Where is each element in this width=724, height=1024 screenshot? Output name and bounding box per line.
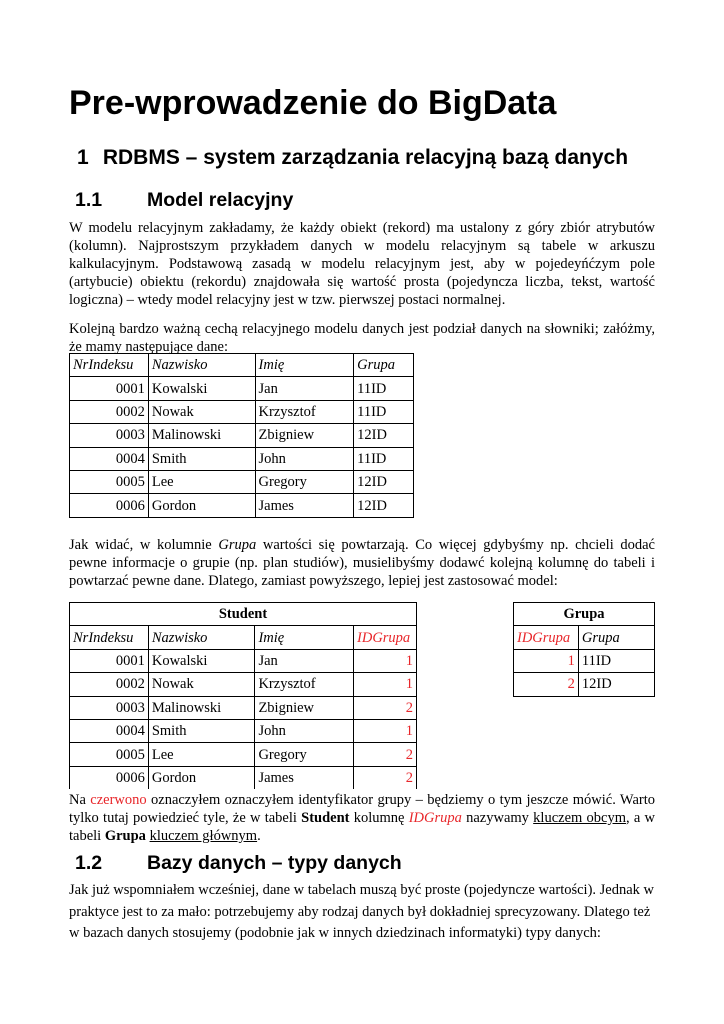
table-cell: Nowak	[148, 400, 255, 423]
column-header: Imię	[255, 626, 354, 649]
table-row	[70, 400, 414, 423]
column-header: Nazwisko	[148, 354, 255, 377]
table-row	[70, 494, 414, 517]
table-row	[70, 470, 414, 493]
table-row	[70, 766, 417, 789]
table-header-row	[70, 354, 414, 377]
table-cell: 12ID	[354, 494, 414, 517]
table-cell: 11ID	[354, 447, 414, 470]
column-header: NrIndeksu	[70, 354, 149, 377]
subsection-number: 1.2	[75, 852, 103, 874]
red-word: czerwono	[90, 792, 147, 808]
table-cell: Lee	[148, 470, 255, 493]
section-heading	[77, 146, 628, 170]
table-cell: Gordon	[148, 766, 255, 789]
document-title: Pre-wprowadzenie do BigData	[69, 84, 557, 122]
subsection-title: Bazy danych – typy danych	[147, 852, 402, 874]
table-cell: Jan	[255, 649, 354, 672]
foreign-key-cell: 2	[354, 766, 417, 789]
table-row	[514, 649, 655, 672]
primary-key-cell: 2	[514, 673, 579, 696]
subsection-number: 1.1	[75, 189, 103, 211]
grupa-table	[513, 602, 655, 697]
table-cell: Malinowski	[148, 696, 255, 719]
foreign-key-cell: 1	[354, 673, 417, 696]
text-run: Na	[69, 792, 91, 808]
text-run: wartości się powtarzają. Co więcej gdybyśmy np. chcieli dodać pewne informacje o grupie (np. plan studiów), musielibyśmy dodawć kolejną kolumnę do tabeli i powtarzać pewne dane. Dlatego, zamiast powyższego, lepiej jest zastosować model:	[69, 537, 655, 589]
text-run: , a w tabeli	[69, 810, 655, 844]
table-cell: Lee	[148, 743, 255, 766]
table-row	[70, 719, 417, 742]
table-cell: James	[255, 494, 354, 517]
table-cell: 0005	[70, 470, 149, 493]
text-run: kolumnę	[349, 810, 409, 826]
table-header-row	[70, 626, 417, 649]
foreign-key-cell: 2	[354, 696, 417, 719]
column-header: Imię	[255, 354, 354, 377]
student-table	[69, 602, 417, 789]
primary-key-cell: 1	[514, 649, 579, 672]
table-row	[70, 424, 414, 447]
table-cell: 12ID	[354, 424, 414, 447]
table-cell: 0006	[70, 494, 149, 517]
table-cell: Jan	[255, 377, 354, 400]
table-row	[70, 696, 417, 719]
inline-foreign-key: IDGrupa	[408, 810, 462, 826]
table-row	[514, 673, 655, 696]
paragraph-data-types: Jak już wspomniałem wcześniej, dane w tabelach muszą być proste (pojedyncze wartości). Jednak w praktyce jest to za mało: potrzebujemy aby rodzaj danych był dokładniej sprecyzowany. Dlatego też w bazach danych stosujemy (podobnie jak w innych dziedzinach informatyki) typy danych:	[69, 882, 655, 941]
table-cell: Malinowski	[148, 424, 255, 447]
table-cell: Nowak	[148, 673, 255, 696]
table-cell: 0006	[70, 766, 149, 789]
table-cell: 0002	[70, 400, 149, 423]
table-cell: Zbigniew	[255, 424, 354, 447]
students-table-original	[69, 353, 414, 518]
text-run: nazywamy	[461, 810, 534, 826]
table-row	[70, 377, 414, 400]
paragraph-keys	[69, 791, 655, 845]
table-cell: 0003	[70, 424, 149, 447]
text-run: .	[257, 828, 261, 844]
table-cell: 11ID	[354, 377, 414, 400]
subsection-heading-types	[75, 852, 402, 875]
column-header: Grupa	[578, 626, 654, 649]
section-number: 1	[77, 146, 89, 169]
table-cell: Gregory	[255, 470, 354, 493]
table-cell: Krzysztof	[255, 400, 354, 423]
subsection-title: Model relacyjny	[147, 189, 294, 211]
table-cell: 0003	[70, 696, 149, 719]
foreign-key-header: IDGrupa	[354, 626, 417, 649]
table-cell: Smith	[148, 719, 255, 742]
table-cell: 0001	[70, 377, 149, 400]
table-cell: James	[255, 766, 354, 789]
table-row	[70, 447, 414, 470]
table-cell: Gordon	[148, 494, 255, 517]
table-cell: 0002	[70, 673, 149, 696]
table-cell: Kowalski	[148, 377, 255, 400]
term-primary-key: kluczem głównym	[149, 828, 258, 844]
table-caption-row	[514, 603, 655, 626]
table-cell: 12ID	[578, 673, 654, 696]
table-cell: John	[255, 447, 354, 470]
table-row	[70, 673, 417, 696]
column-header: NrIndeksu	[70, 626, 149, 649]
table-cell: 12ID	[354, 470, 414, 493]
column-header: Nazwisko	[148, 626, 255, 649]
table-cell: 0004	[70, 447, 149, 470]
subsection-heading-model	[75, 189, 293, 212]
table-cell: 0001	[70, 649, 149, 672]
table-row	[70, 649, 417, 672]
table-caption-row	[70, 603, 417, 626]
paragraph-normalization	[69, 536, 655, 590]
table-cell: 0004	[70, 719, 149, 742]
term-foreign-key: kluczem obcym	[533, 810, 626, 826]
table-name-grupa: Grupa	[104, 828, 146, 844]
table-caption: Student	[70, 603, 417, 626]
table-cell: Krzysztof	[255, 673, 354, 696]
table-caption: Grupa	[514, 603, 655, 626]
inline-column-name: Grupa	[218, 537, 257, 553]
primary-key-header: IDGrupa	[514, 626, 579, 649]
foreign-key-cell: 2	[354, 743, 417, 766]
foreign-key-cell: 1	[354, 719, 417, 742]
table-header-row	[514, 626, 655, 649]
section-title: RDBMS – system zarządzania relacyjną bazą danych	[102, 146, 629, 169]
table-cell: 11ID	[354, 400, 414, 423]
text-run: oznaczyłem oznaczyłem identyfikator grupy – będziemy o tym jeszcze mówić. Warto tylko tutaj powiedzieć tyle, że w tabeli	[69, 792, 655, 826]
table-cell: Kowalski	[148, 649, 255, 672]
paragraph-dictionaries: Kolejną bardzo ważną cechą relacyjnego modelu danych jest podział danych na słowniki; załóżmy, że mamy następujące dane:	[69, 321, 655, 355]
foreign-key-cell: 1	[354, 649, 417, 672]
text-run: Jak widać, w kolumnie	[69, 537, 219, 553]
table-row	[70, 743, 417, 766]
column-header: Grupa	[354, 354, 414, 377]
table-cell: Gregory	[255, 743, 354, 766]
table-cell: 11ID	[578, 649, 654, 672]
table-cell: 0005	[70, 743, 149, 766]
paragraph-relational-model: W modelu relacyjnym zakładamy, że każdy obiekt (rekord) ma ustalony z góry zbiór atrybutów (kolumn). Najprostszym przykładem danych w modelu relacyjnym są tabele w arkuszu kalkulacyjnym. Podstawową zasadą w modelu relacyjnym jest, aby w pojedeyńćzym pole (artybucie) obiektu (rekordu) znajdowała się wartość prosta (pojedyncza liczba, tekst, wartość logiczna) – wtedy model relacyjny jest w tzw. pierwszej postaci normalnej.	[69, 220, 655, 308]
table-name-student: Student	[301, 810, 350, 826]
table-cell: John	[255, 719, 354, 742]
table-cell: Smith	[148, 447, 255, 470]
table-cell: Zbigniew	[255, 696, 354, 719]
